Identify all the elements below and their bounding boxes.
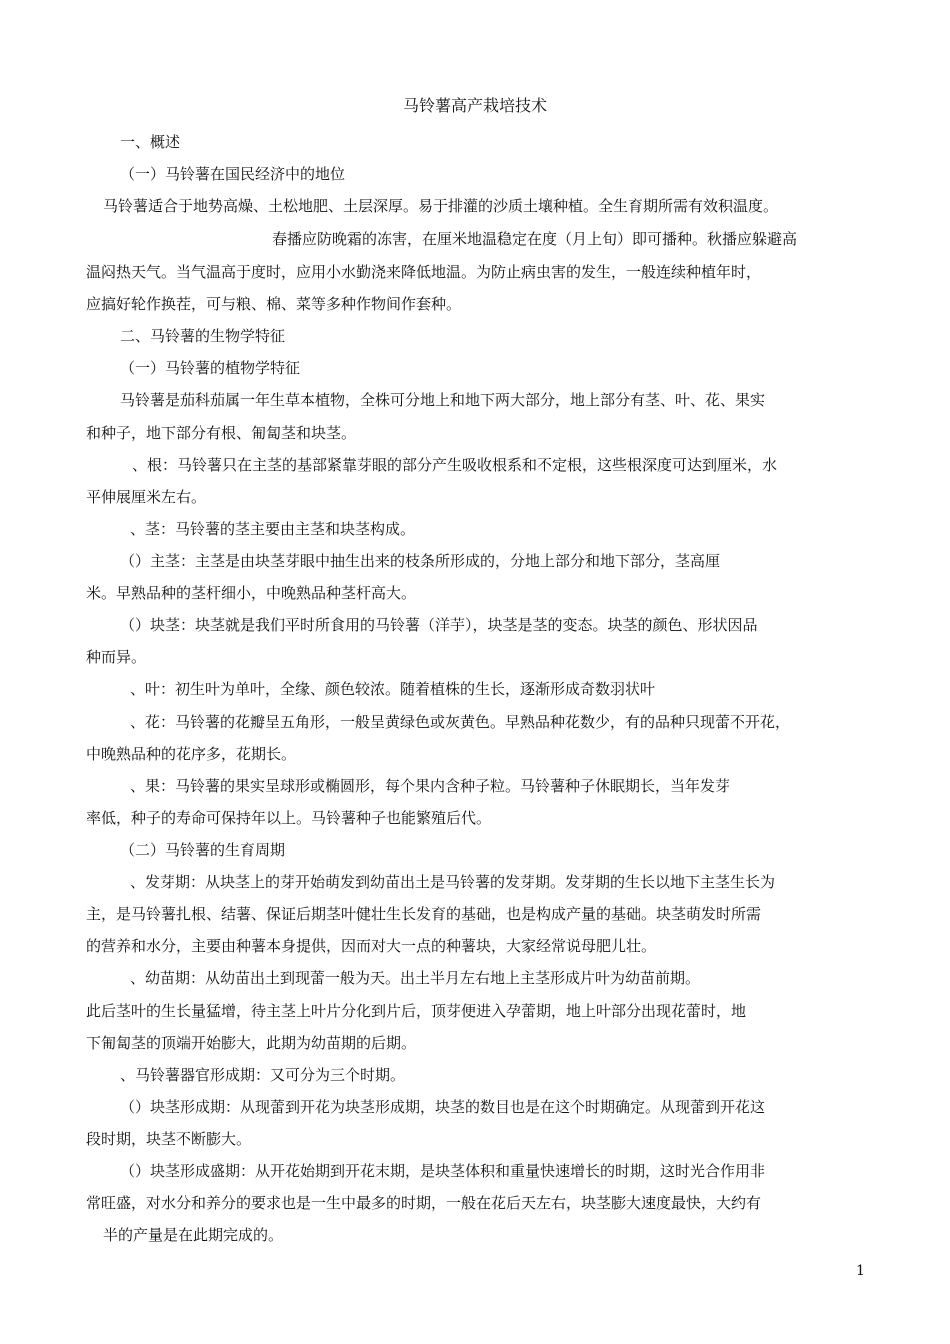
paragraph-line: 马铃薯适合于地势高燥、土松地肥、土层深厚。易于排灌的沙质土壤种植。全生育期所需有效积温度。 xyxy=(103,197,779,215)
paragraph-line: 、根：马铃薯只在主茎的基部紧靠芽眼的部分产生吸收根系和不定根，这些根深度可达到厘米，水 xyxy=(132,456,778,474)
paragraph-line: 主，是马铃薯扎根、结薯、保证后期茎叶健壮生长发育的基础，也是构成产量的基础。块茎萌发时所需 xyxy=(86,905,762,923)
paragraph-line: 中晚熟品种的花序多，花期长。 xyxy=(86,745,297,763)
paragraph-line: 米。早熟品种的茎杆细小，中晚熟品种茎杆高大。 xyxy=(86,584,417,602)
paragraph-line: 和种子，地下部分有根、匍匐茎和块茎。 xyxy=(86,424,357,442)
subsection-heading: （一）马铃薯在国民经济中的地位 xyxy=(120,165,346,183)
paragraph-line: 马铃薯是茄科茄属一年生草本植物，全株可分地上和地下两大部分，地上部分有茎、叶、花、果实 xyxy=(120,391,766,409)
paragraph-line: 半的产量是在此期完成的。 xyxy=(103,1226,284,1244)
paragraph-line: 段时期，块茎不断膨大。 xyxy=(86,1130,252,1148)
paragraph-line: 春播应防晚霜的冻害，在厘米地温稳定在度（月上旬）即可播种。秋播应躲避高 xyxy=(272,230,798,248)
paragraph-line: 此后茎叶的生长量猛增，待主茎上叶片分化到片后，顶芽便进入孕蕾期，地上叶部分出现花蕾时，地 xyxy=(86,1002,747,1020)
paragraph-line: 的营养和水分，主要由种薯本身提供，因而对大一点的种薯块，大家经常说母肥儿壮。 xyxy=(86,937,657,955)
paragraph-line: 常旺盛，对水分和养分的要求也是一生中最多的时期，一般在花后天左右，块茎膨大速度最快，大约有 xyxy=(86,1194,762,1212)
document-title: 马铃薯高产栽培技术 xyxy=(402,96,547,115)
paragraph-line: 、花：马铃薯的花瓣呈五角形，一般呈黄绿色或灰黄色。早熟品种花数少，有的品种只现蕾不开花， xyxy=(130,713,791,731)
paragraph-line: 、幼苗期：从幼苗出土到现蕾一般为天。出土半月左右地上主茎形成片叶为幼苗前期。 xyxy=(130,969,701,987)
paragraph-line: 、果：马铃薯的果实呈球形或椭圆形，每个果内含种子粒。马铃薯种子休眠期长，当年发芽 xyxy=(130,777,731,795)
paragraph-line: （）块茎形成期：从现蕾到开花为块茎形成期，块茎的数目也是在这个时期确定。从现蕾到开花这 xyxy=(120,1098,766,1116)
paragraph-line: （）块茎形成盛期：从开花始期到开花末期，是块茎体积和重量快速增长的时期，这时光合作用非 xyxy=(120,1162,766,1180)
paragraph-line: 下匍匐茎的顶端开始膨大，此期为幼苗期的后期。 xyxy=(86,1034,417,1052)
paragraph-line: 平伸展厘米左右。 xyxy=(86,488,207,506)
page-number: 1 xyxy=(856,1263,865,1279)
paragraph-line: 应搞好轮作换茬，可与粮、棉、菜等多种作物间作套种。 xyxy=(86,295,462,313)
paragraph-line: 温闷热天气。当气温高于度时，应用小水勤浇来降低地温。为防止病虫害的发生，一般连续种植年时， xyxy=(86,263,762,281)
section-heading-overview: 一、概述 xyxy=(120,133,181,151)
paragraph-line: 、马铃薯器官形成期：又可分为三个时期。 xyxy=(120,1066,406,1084)
paragraph-line: 、发芽期：从块茎上的芽开始萌发到幼苗出土是马铃薯的发芽期。发芽期的生长以地下主茎生长为 xyxy=(130,873,776,891)
subsection-heading: （一）马铃薯的植物学特征 xyxy=(120,359,301,377)
paragraph-line: 、茎：马铃薯的茎主要由主茎和块茎构成。 xyxy=(130,520,416,538)
subsection-heading: （二）马铃薯的生育周期 xyxy=(120,841,286,859)
section-heading-biology: 二、马铃薯的生物学特征 xyxy=(120,327,286,345)
paragraph-line: （）块茎：块茎就是我们平时所食用的马铃薯（洋芋），块茎是茎的变态。块茎的颜色、形状因品 xyxy=(120,616,758,634)
paragraph-line: 率低，种子的寿命可保持年以上。马铃薯种子也能繁殖后代。 xyxy=(86,809,492,827)
paragraph-line: 种而异。 xyxy=(86,648,147,666)
paragraph-line: 、叶：初生叶为单叶，全缘、颜色较浓。随着植株的生长，逐渐形成奇数羽状叶 xyxy=(130,680,656,698)
paragraph-line: （）主茎：主茎是由块茎芽眼中抽生出来的枝条所形成的，分地上部分和地下部分，茎高厘 xyxy=(120,552,721,570)
